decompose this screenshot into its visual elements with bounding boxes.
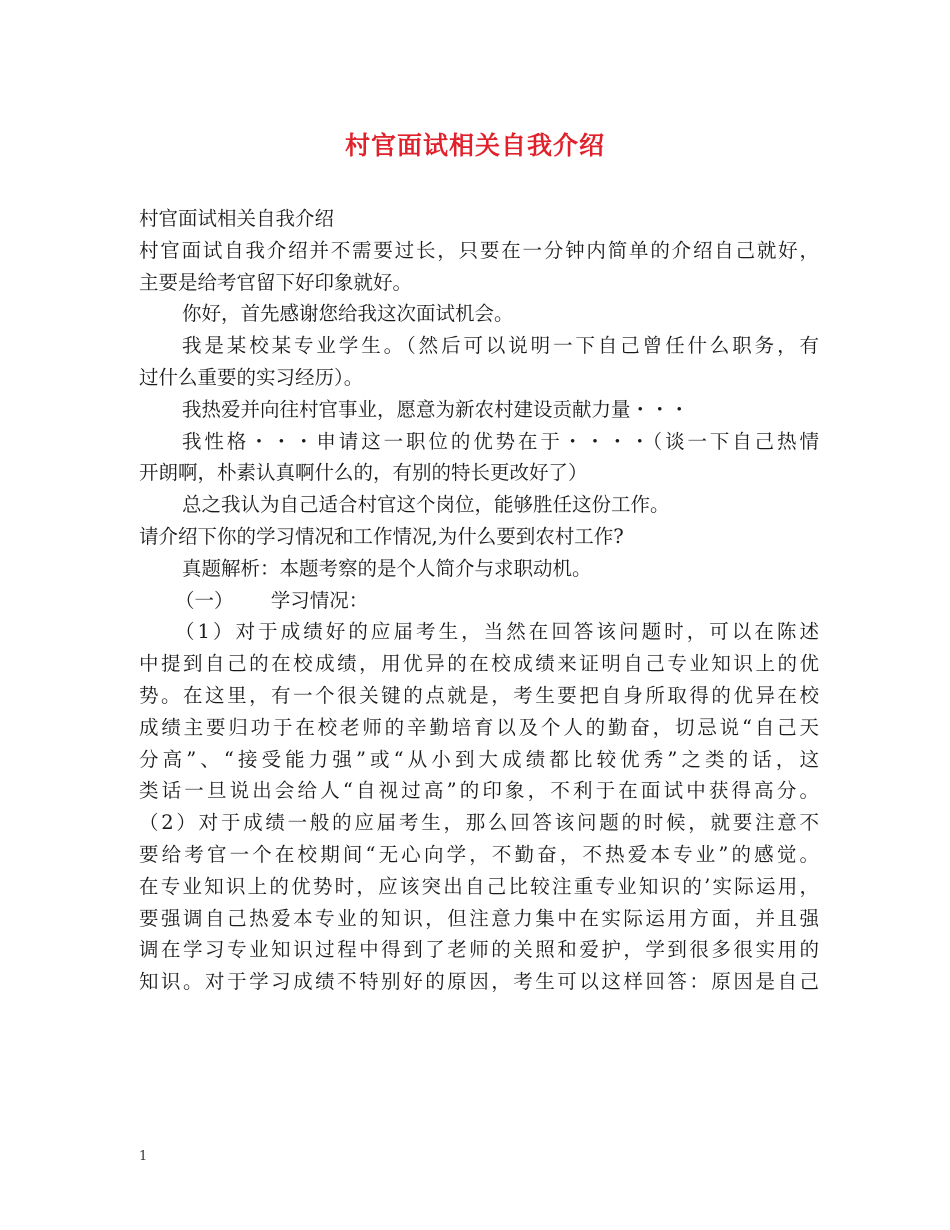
section-heading: （一） 学习情况： xyxy=(175,588,369,612)
paragraph-line: 成绩主要归功于在校老师的辛勤培育以及个人的勤奋，切忌说“自己天 xyxy=(139,715,819,739)
paragraph-line: 村官面试自我介绍并不需要过长，只要在一分钟内简单的介绍自己就好， xyxy=(139,238,819,262)
paragraph-line: （2）对于成绩一般的应届考生，那么回答该问题的时候，就要注意不 xyxy=(139,811,819,835)
document-body xyxy=(139,203,819,998)
paragraph-line: 真题解析：本题考察的是个人简介与求职动机。 xyxy=(182,556,592,580)
paragraph-line: 势。在这里，有一个很关键的点就是，考生要把自身所取得的优异在校 xyxy=(139,683,819,707)
paragraph-line: 调在学习专业知识过程中得到了老师的关照和爱护，学到很多很实用的 xyxy=(139,938,819,962)
paragraph-line: （1）对于成绩好的应届考生，当然在回答该问题时，可以在陈述 xyxy=(175,620,819,644)
paragraph-line: 过什么重要的实习经历）。 xyxy=(139,365,364,389)
paragraph-line: 在专业知识上的优势时，应该突出自己比较注重专业知识的’实际运用， xyxy=(139,874,819,898)
paragraph-line: 我性格・・・申请这一职位的优势在于・・・・（谈一下自己热情 xyxy=(182,429,819,453)
paragraph-line: 你好，首先感谢您给我这次面试机会。 xyxy=(182,302,514,326)
page-number: 1 xyxy=(139,1149,148,1164)
paragraph-line: 总之我认为自己适合村官这个岗位，能够胜任这份工作。 xyxy=(182,493,670,517)
paragraph-line: 我是某校某专业学生。（然后可以说明一下自己曾任什么职务，有 xyxy=(182,334,819,358)
paragraph-line: 中提到自己的在校成绩，用优异的在校成绩来证明自己专业知识上的优 xyxy=(139,652,819,676)
paragraph-line: 知识。对于学习成绩不特别好的原因，考生可以这样回答：原因是自己 xyxy=(139,970,819,994)
paragraph-line: 请介绍下你的学习情况和工作情况,为什么要到农村工作? xyxy=(139,524,624,548)
document-title: 村官面试相关自我介绍 xyxy=(344,131,605,160)
paragraph-line: 分高”、“接受能力强”或“从小到大成绩都比较优秀”之类的话，这 xyxy=(139,747,819,771)
paragraph-line: 我热爱并向往村官事业，愿意为新农村建设贡献力量・・・ xyxy=(182,397,690,421)
paragraph-line: 类话一旦说出会给人“自视过高”的印象，不利于在面试中获得高分。 xyxy=(139,779,819,803)
paragraph-line: 开朗啊，朴素认真啊什么的，有别的特长更改好了） xyxy=(139,461,588,485)
paragraph-line: 村官面试相关自我介绍 xyxy=(139,207,335,230)
paragraph-line: 主要是给考官留下好印象就好。 xyxy=(139,270,413,294)
paragraph-line: 要强调自己热爱本专业的知识，但注意力集中在实际运用方面，并且强 xyxy=(139,906,819,930)
paragraph-line: 要给考官一个在校期间“无心向学，不勤奋，不热爱本专业”的感觉。 xyxy=(139,842,819,866)
